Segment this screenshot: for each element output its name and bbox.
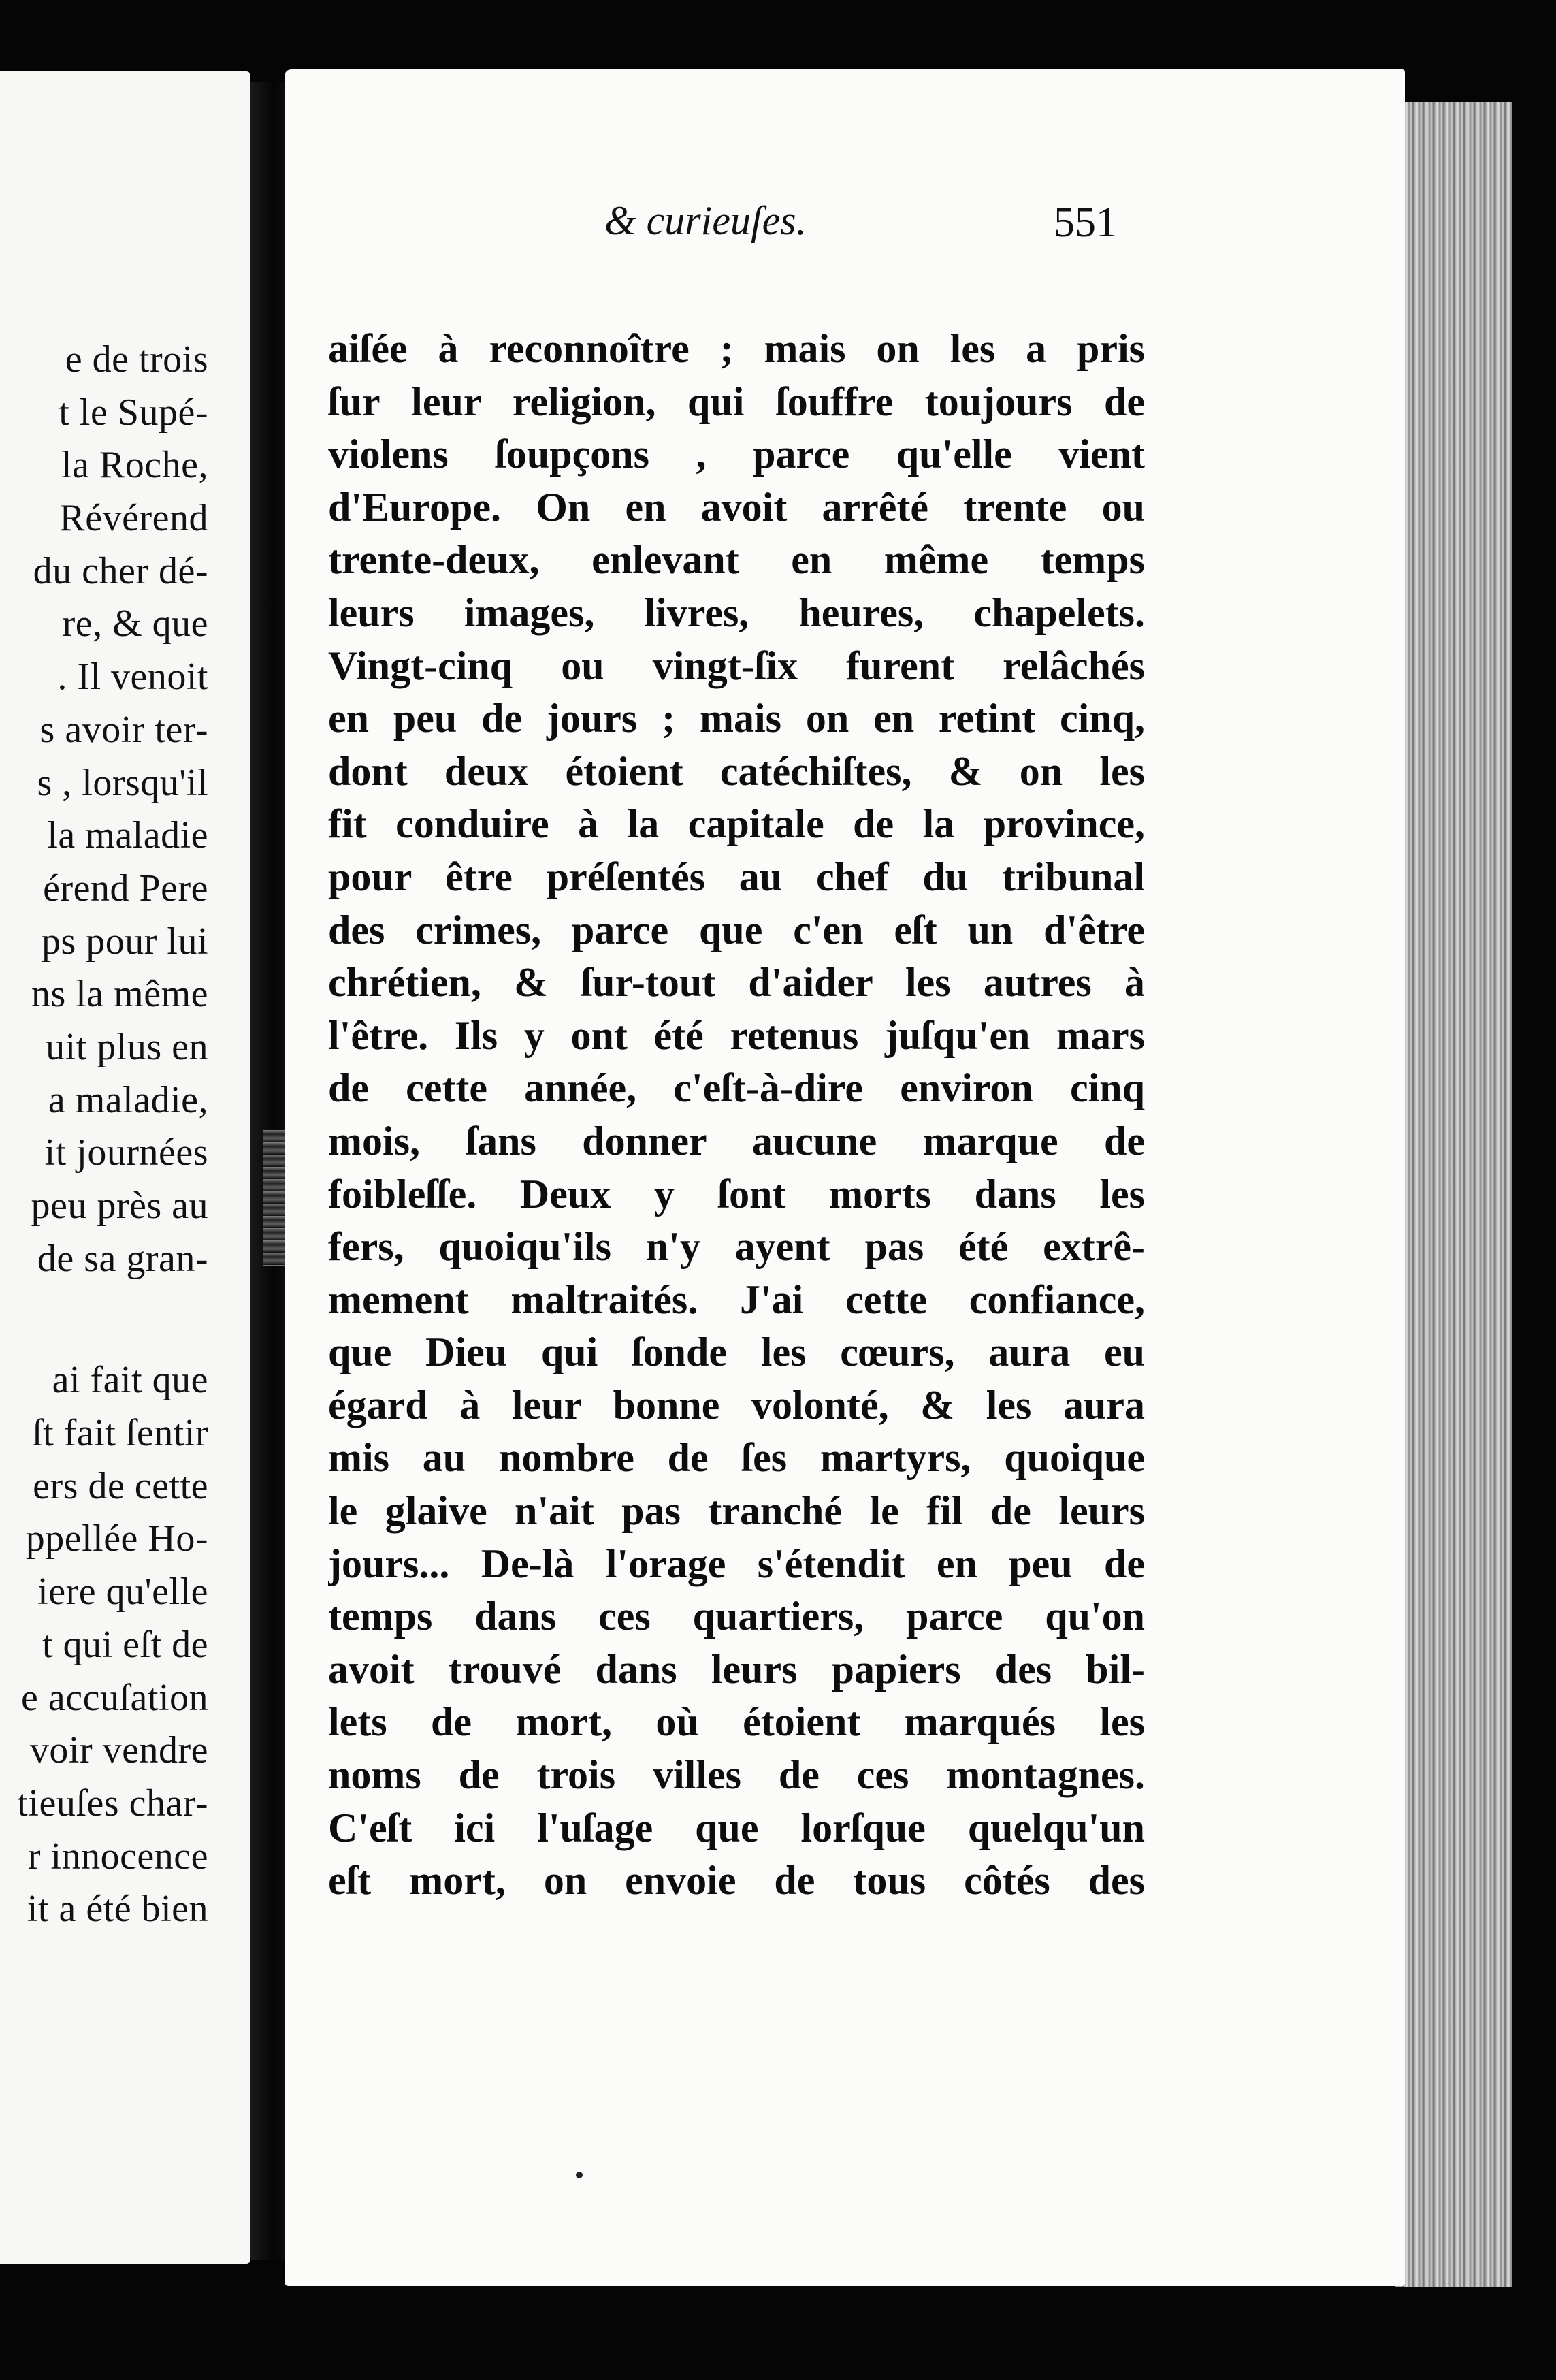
left-page bbox=[0, 71, 250, 2264]
left-line: s , lorsqu'il bbox=[37, 761, 208, 804]
left-line: t le Supé- bbox=[59, 391, 208, 434]
text-line: égard à leur bonne volonté, & les aura bbox=[328, 1382, 1145, 1428]
text-line: l'être. Ils y ont été retenus juſqu'en mars bbox=[328, 1012, 1145, 1058]
left-line: e de trois bbox=[65, 338, 208, 381]
text-line: avoit trouvé dans leurs papiers des bil- bbox=[328, 1646, 1145, 1692]
left-line: uit plus en bbox=[46, 1025, 208, 1068]
left-line: t qui eſt de bbox=[42, 1623, 208, 1666]
text-line: foibleſſe. Deux y ſont morts dans les bbox=[328, 1171, 1145, 1217]
text-line: mement maltraités. J'ai cette confiance, bbox=[328, 1276, 1145, 1322]
text-line: fers, quoiqu'ils n'y ayent pas été extrê- bbox=[328, 1224, 1145, 1270]
left-line: la Roche, bbox=[61, 444, 208, 487]
right-page-text bbox=[328, 323, 1145, 1908]
text-line: Vingt-cinq ou vingt-ſix furent relâchés bbox=[328, 643, 1145, 688]
text-line: eſt mort, on envoie de tous côtés des bbox=[328, 1858, 1145, 1903]
text-line: des crimes, parce que c'en eſt un d'être bbox=[328, 907, 1145, 952]
right-page bbox=[285, 69, 1405, 2286]
left-line: de sa gran- bbox=[37, 1237, 208, 1280]
ink-speck bbox=[576, 2172, 583, 2178]
text-line: aiſée à reconnoître ; mais on les a pris bbox=[328, 326, 1145, 371]
left-line: ppellée Ho- bbox=[25, 1517, 208, 1560]
page-number: 551 bbox=[1054, 199, 1117, 246]
left-line: it journées bbox=[44, 1131, 208, 1174]
left-line: peu près au bbox=[31, 1185, 208, 1227]
running-head bbox=[285, 192, 1405, 253]
text-line: chrétien, & ſur-tout d'aider les autres à bbox=[328, 960, 1145, 1006]
left-line: la maladie bbox=[47, 814, 208, 857]
text-line: que Dieu qui ſonde les cœurs, aura eu bbox=[328, 1330, 1145, 1375]
left-line: e accuſation bbox=[21, 1676, 208, 1719]
text-line: trente-deux, enlevant en même temps bbox=[328, 537, 1145, 583]
left-line: ſt fait ſentir bbox=[32, 1412, 208, 1455]
left-line: it a été bien bbox=[27, 1888, 208, 1931]
text-line: noms de trois villes de ces montagnes. bbox=[328, 1752, 1145, 1798]
running-title: & curieuſes. bbox=[604, 198, 807, 243]
text-line: en peu de jours ; mais on en retint cinq, bbox=[328, 696, 1145, 741]
left-line: re, & que bbox=[62, 602, 208, 645]
left-line: ers de cette bbox=[33, 1464, 208, 1507]
left-line: iere qu'elle bbox=[37, 1571, 208, 1613]
text-line: pour être préſentés au chef du tribunal bbox=[328, 854, 1145, 899]
left-line: érend Pere bbox=[43, 867, 208, 910]
text-line: dont deux étoient catéchiſtes, & on les bbox=[328, 748, 1145, 794]
text-line: fit conduire à la capitale de la province, bbox=[328, 801, 1145, 847]
text-line: C'eſt ici l'uſage que lorſque quelqu'un bbox=[328, 1805, 1145, 1850]
left-line: r innocence bbox=[27, 1835, 208, 1878]
text-line: mis au nombre de ſes martyrs, quoique bbox=[328, 1435, 1145, 1481]
text-line: mois, ſans donner aucune marque de bbox=[328, 1118, 1145, 1163]
left-line: du cher dé- bbox=[33, 549, 208, 592]
left-line: ai fait que bbox=[52, 1359, 208, 1402]
left-line: ps pour lui bbox=[41, 920, 208, 963]
gutter-stain bbox=[263, 1130, 286, 1266]
left-page-text bbox=[0, 334, 208, 1936]
text-line: de cette année, c'eſt-à-dire environ cinq bbox=[328, 1065, 1145, 1111]
text-line: d'Europe. On en avoit arrêté trente ou bbox=[328, 484, 1145, 530]
text-line: lets de mort, où étoient marqués les bbox=[328, 1699, 1145, 1745]
text-line: violens ſoupçons , parce qu'elle vient bbox=[328, 432, 1145, 477]
paragraph-gap bbox=[0, 1285, 208, 1354]
text-line: le glaive n'ait pas tranché le fil de leurs bbox=[328, 1488, 1145, 1534]
text-line: temps dans ces quartiers, parce qu'on bbox=[328, 1594, 1145, 1639]
text-line: leurs images, livres, heures, chapelets. bbox=[328, 590, 1145, 635]
left-line: a maladie, bbox=[48, 1078, 208, 1121]
text-line: jours... De-là l'orage s'étendit en peu de bbox=[328, 1541, 1145, 1586]
left-line: voir vendre bbox=[29, 1729, 208, 1772]
left-line: s avoir ter- bbox=[39, 708, 208, 751]
text-line: ſur leur religion, qui ſouffre toujours de bbox=[328, 379, 1145, 424]
left-line: . Il venoit bbox=[57, 656, 208, 698]
left-line: ns la même bbox=[31, 973, 208, 1016]
left-line: Révérend bbox=[59, 497, 208, 540]
page-block-edge bbox=[1395, 102, 1512, 2287]
left-line: tieuſes char- bbox=[17, 1782, 208, 1824]
